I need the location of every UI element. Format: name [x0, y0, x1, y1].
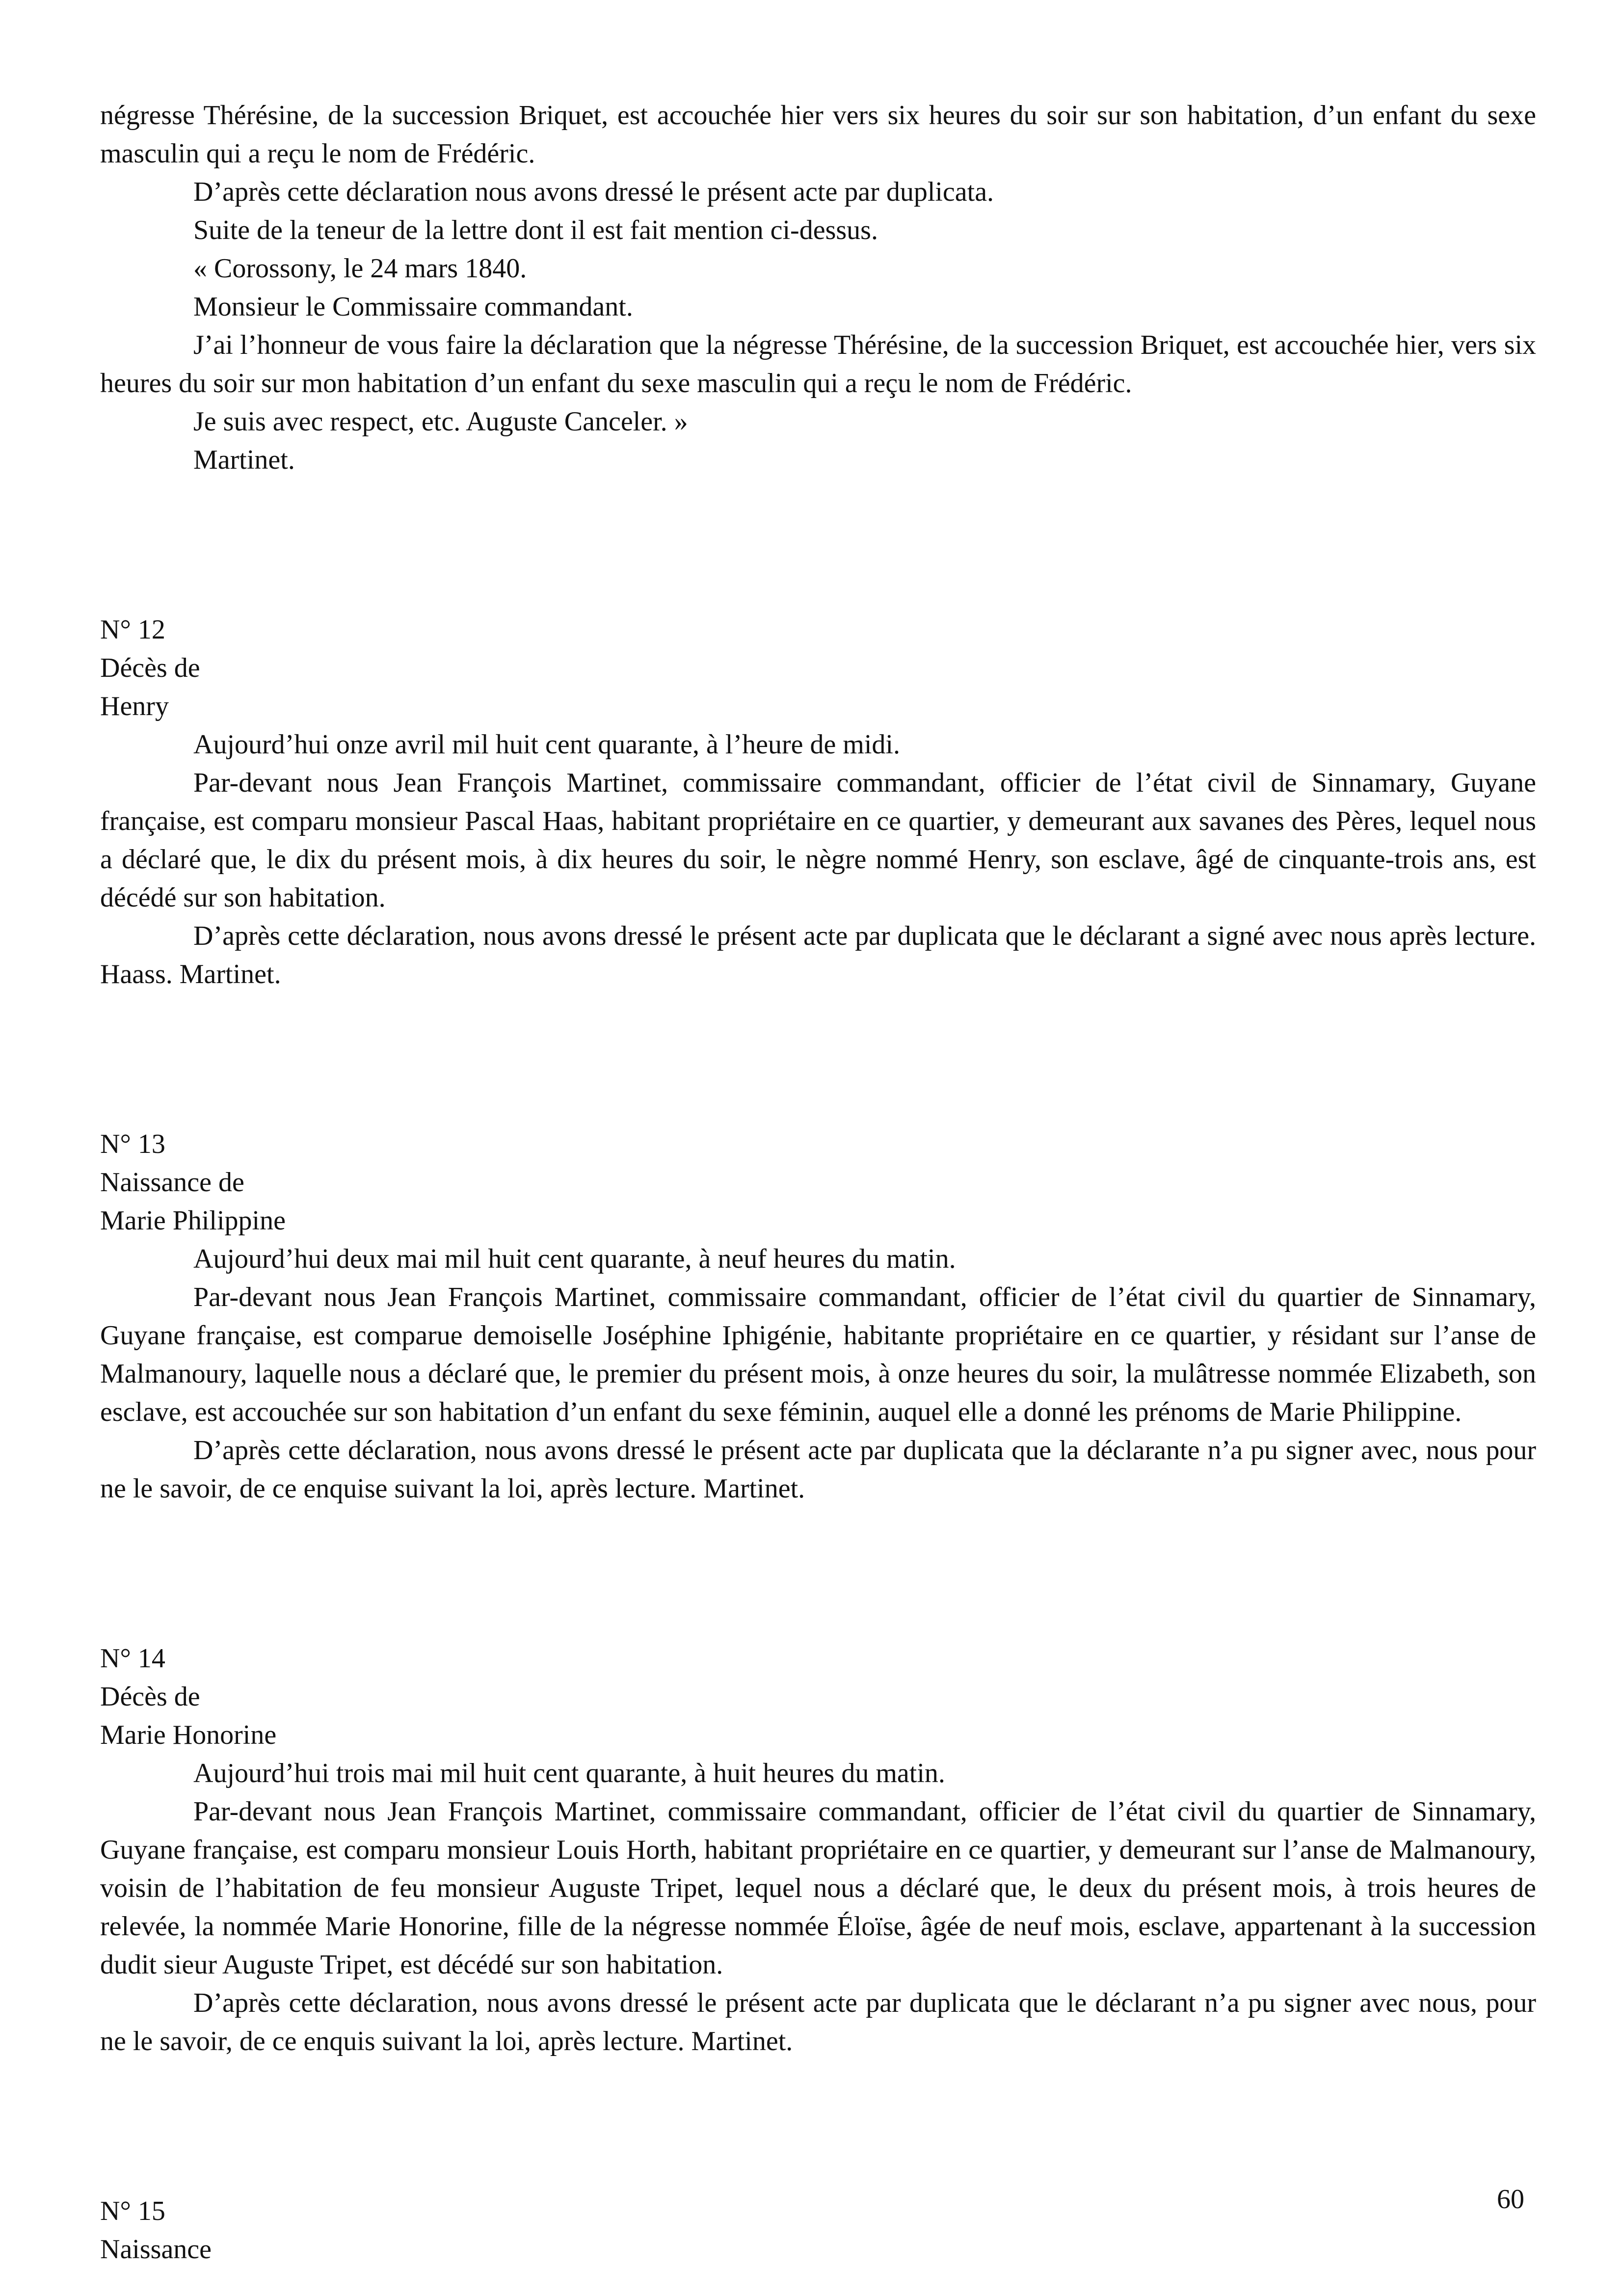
entry-number: N° 13 — [100, 1129, 165, 1159]
entry-paragraph: D’après cette déclaration, nous avons dressé le présent acte par duplicata que le déclarant n’a pu signer avec nous, pour ne le savoir, de ce enquis suivant la loi, après lecture. Martinet. — [100, 1988, 1536, 2056]
section-spacer — [100, 1508, 1536, 1639]
entry-number: N° 15 — [100, 2196, 165, 2226]
entry-number: N° 14 — [100, 1643, 165, 1674]
entry-13 — [100, 1125, 1536, 1508]
entry-15 — [100, 2192, 1536, 2269]
entry-number: N° 12 — [100, 614, 165, 645]
entry-name: Henry — [100, 691, 169, 721]
intro-paragraph: Je suis avec respect, etc. Auguste Canceler. » — [193, 406, 688, 437]
intro-section — [100, 96, 1536, 479]
entry-paragraph: Aujourd’hui trois mai mil huit cent quarante, à huit heures du matin. — [193, 1758, 945, 1789]
intro-paragraph: « Corossony, le 24 mars 1840. — [193, 253, 527, 284]
entry-type: Décès de — [100, 1682, 200, 1712]
entry-paragraph: Aujourd’hui onze avril mil huit cent quarante, à l’heure de midi. — [193, 729, 900, 760]
section-spacer — [100, 993, 1536, 1125]
entry-paragraph: D’après cette déclaration, nous avons dressé le présent acte par duplicata que le déclarant a signé avec nous après lecture. Haass. Martinet. — [100, 921, 1536, 989]
entry-name: Marie Honorine — [100, 1720, 277, 1750]
entry-type: Décès de — [100, 653, 200, 683]
intro-paragraph: Martinet. — [193, 445, 295, 475]
entry-paragraph: Par-devant nous Jean François Martinet, commissaire commandant, officier de l’état civil du quartier de Sinnamary, Guyane française, est comparue demoiselle Joséphine Iphigénie, habitante propriétaire en ce quartier, y résidant sur l’anse de Malmanoury, laquelle nous a déclaré que, le premier du présent mois, à onze heures du soir, la mulâtresse nommée Elizabeth, son esclave, est accouchée sur son habitation d’un enfant du sexe féminin, auquel elle a donné les prénoms de Marie Philippine. — [100, 1282, 1536, 1427]
intro-paragraph: J’ai l’honneur de vous faire la déclaration que la négresse Thérésine, de la succession Briquet, est accouchée hier, vers six heures du soir sur mon habitation d’un enfant du sexe masculin qui a reçu le nom de Frédéric. — [100, 330, 1536, 399]
intro-paragraph: négresse Thérésine, de la succession Briquet, est accouchée hier vers six heures du soir sur son habitation, d’un enfant du sexe masculin qui a reçu le nom de Frédéric. — [100, 100, 1536, 169]
entry-paragraph: Par-devant nous Jean François Martinet, commissaire commandant, officier de l’état civil de Sinnamary, Guyane française, est comparu monsieur Pascal Haas, habitant propriétaire en ce quartier, y demeurant aux savanes des Pères, lequel nous a déclaré que, le dix du présent mois, à dix heures du soir, le nègre nommé Henry, son esclave, âgé de cinquante-trois ans, est décédé sur son habitation. — [100, 768, 1536, 913]
entry-12 — [100, 611, 1536, 993]
intro-paragraph: Suite de la teneur de la lettre dont il est fait mention ci-dessus. — [193, 215, 878, 245]
entry-14 — [100, 1639, 1536, 2060]
page-number: 60 — [1497, 2184, 1524, 2215]
section-spacer — [100, 479, 1536, 611]
entry-type: Naissance de — [100, 1167, 244, 1198]
intro-paragraph: D’après cette déclaration nous avons dressé le présent acte par duplicata. — [193, 177, 994, 207]
entry-paragraph: D’après cette déclaration, nous avons dressé le présent acte par duplicata que la déclarante n’a pu signer avec, nous pour ne le savoir, de ce enquise suivant la loi, après lecture. Martinet. — [100, 1435, 1536, 1504]
section-spacer — [100, 2060, 1536, 2192]
entry-paragraph: Aujourd’hui deux mai mil huit cent quarante, à neuf heures du matin. — [193, 1244, 956, 1274]
intro-paragraph: Monsieur le Commissaire commandant. — [193, 292, 633, 322]
document-page — [100, 96, 1536, 2269]
entry-type: Naissance — [100, 2234, 212, 2265]
entry-name: Marie Philippine — [100, 1205, 286, 1236]
entry-paragraph: Par-devant nous Jean François Martinet, commissaire commandant, officier de l’état civil du quartier de Sinnamary, Guyane française, est comparu monsieur Louis Horth, habitant propriétaire en ce quartier, y demeurant sur l’anse de Malmanoury, voisin de l’habitation de feu monsieur Auguste Tripet, lequel nous a déclaré que, le deux du présent mois, à trois heures de relevée, la nommée Marie Honorine, fille de la négresse nommée Éloïse, âgée de neuf mois, esclave, appartenant à la succession dudit sieur Auguste Tripet, est décédé sur son habitation. — [100, 1796, 1536, 1980]
